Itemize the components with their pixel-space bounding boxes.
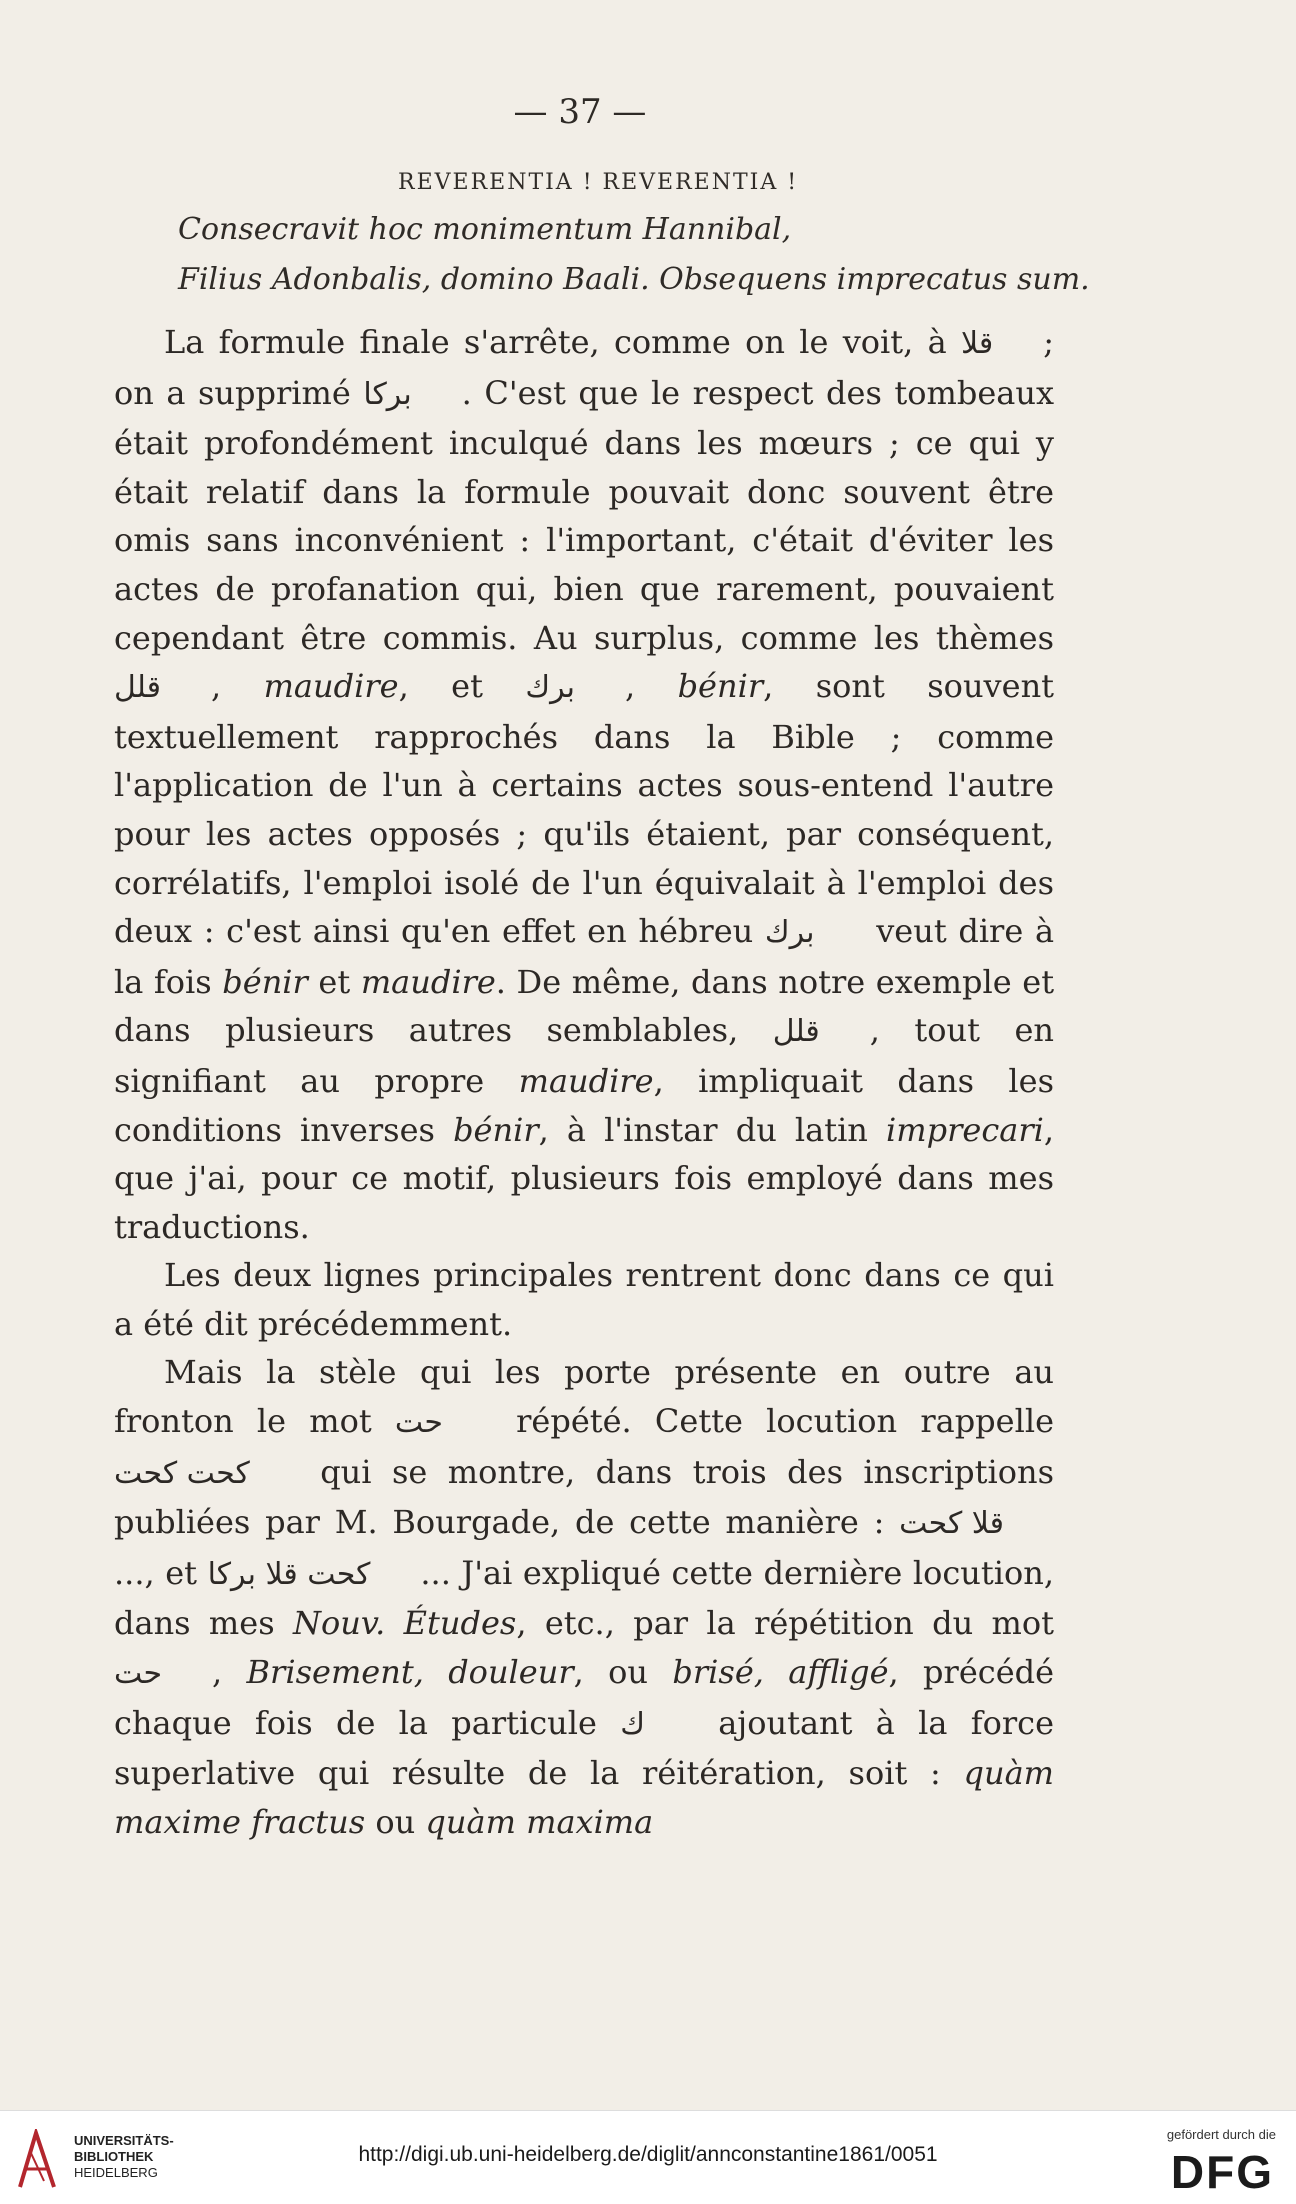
arabic-word: قلا	[960, 326, 994, 361]
arabic-word: حت	[394, 1405, 443, 1441]
arabic-word: قلل	[772, 1014, 820, 1050]
paragraph-3: Mais la stèle qui les porte présente en outre au fronton le mot حت répété. Cette locution rappelle كحت كحت qui se montre, dans trois des inscriptions publiées par M. Bourgade, de cette manière : قلا كحت..., et كحت قلا بركا ... J'ai expliqué cette dernière locution, dans mes Nouv. Études, etc., par la répétition du mot حت , Brisement, douleur, ou brisé, affligé, précédé chaque fois de la particule ك ajoutant à la force superlative qui résulte de la réitération, soit : quàm maxime fractus ou quàm maxima	[114, 1353, 1055, 1841]
viewer-footer	[0, 2110, 1296, 2204]
arabic-word: ك	[620, 1706, 645, 1742]
arabic-word: برك	[764, 915, 815, 951]
verse-heading: REVERENTIA ! REVERENTIA !	[398, 170, 799, 195]
arabic-word: كحت قلا بركا	[207, 1556, 371, 1592]
dfg-logo: DFG	[1170, 2146, 1274, 2198]
funding-caption: gefördert durch die	[1166, 2127, 1276, 2142]
permalink-url[interactable]: http://digi.ub.uni-heidelberg.de/diglit/annconstantine1861/0051	[358, 2143, 938, 2166]
arabic-word: قلا كحت	[899, 1506, 1005, 1542]
paragraph-2: Les deux lignes principales rentrent donc dans ce qui a été dit précédemment.	[114, 1256, 1054, 1343]
university-name: UNIVERSITÄTS- BIBLIOTHEK HEIDELBERG	[74, 2133, 174, 2180]
paragraph-1: La formule finale s'arrête, comme on le voit, à قلا ; on a supprimé بركا . C'est que le respect des tombeaux était profondément inculqué dans les mœurs ; ce qui y était relatif dans la formule pouvait donc souvent être omis sans inconvénient : l'important, c'était d'éviter les actes de profanation qui, bien que rarement, pouvaient cependant être commis. Au surplus, comme les thèmes قلل , maudire, et برك , bénir, sont souvent textuellement rapprochés dans la Bible ; comme l'application de l'un à certains actes sous-entend l'autre pour les actes opposés ; qu'ils étaient, par conséquent, corrélatifs, l'emploi isolé de l'un équivalait à l'emploi des deux : c'est ainsi qu'en effet en hébreu برك veut dire à la fois bénir et maudire. De même, dans notre exemple et dans plusieurs autres semblables, قلل , tout en signifiant au propre maudire, impliquait dans les conditions inverses bénir, à l'instar du latin imprecari, que j'ai, pour ce motif, plusieurs fois employé dans mes traductions.	[114, 318, 1054, 1251]
page-number: — 37 —	[513, 92, 647, 132]
body-text	[114, 318, 1054, 1846]
verse-line-1: Consecravit hoc monimentum Hannibal,	[178, 212, 792, 247]
arabic-word: حت	[114, 1656, 163, 1692]
arabic-word: قلل	[114, 670, 161, 706]
arabic-word: بركا	[363, 376, 412, 412]
arabic-word: كحت كحت	[114, 1455, 250, 1491]
verse-line-2: Filius Adonbalis, domino Baali. Obsequens imprecatus sum.	[178, 262, 1090, 297]
arabic-word: برك	[525, 670, 575, 706]
